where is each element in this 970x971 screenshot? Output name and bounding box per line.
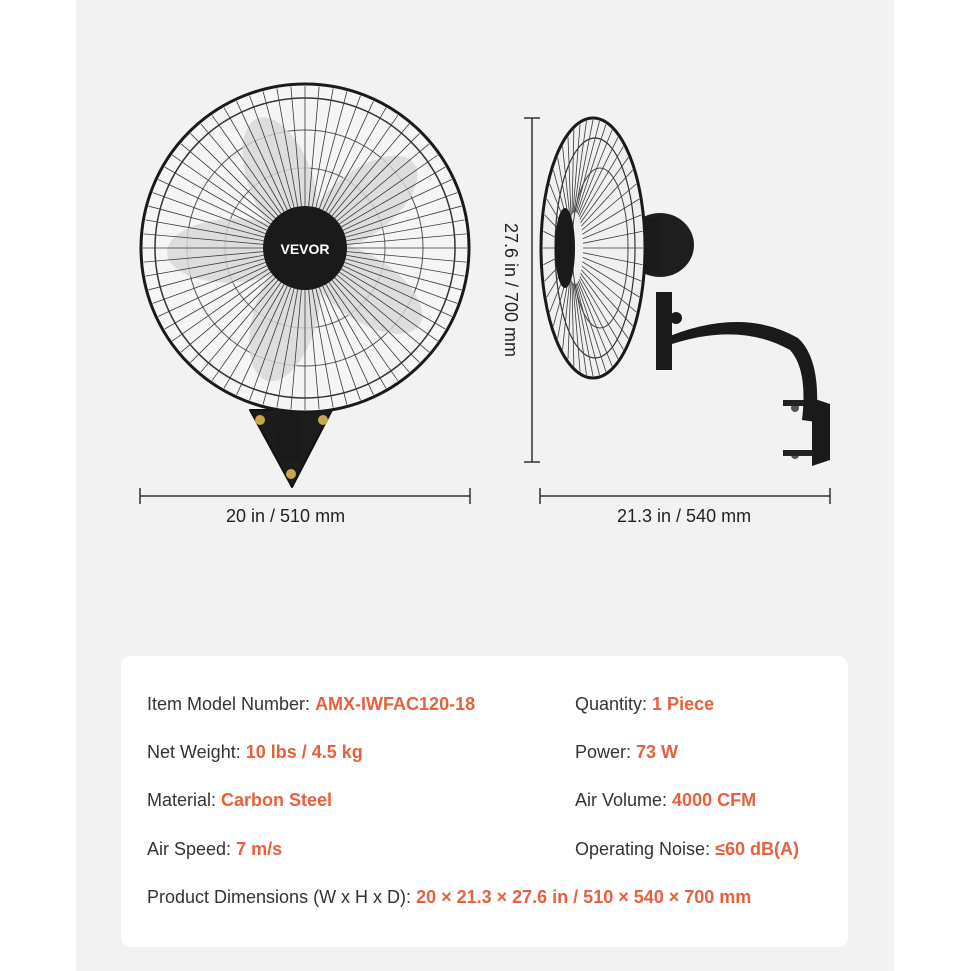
- width-dimension-line: [140, 488, 470, 504]
- depth-dimension-label: 21.3 in / 540 mm: [617, 506, 752, 526]
- depth-dimension-line: [540, 488, 830, 504]
- width-dimension-label: 20 in / 510 mm: [226, 506, 346, 526]
- brand-logo: VEVOR: [280, 241, 330, 257]
- spec-power: Power: 73 W: [575, 742, 679, 762]
- front-view-fan-image: [141, 84, 469, 487]
- spec-net-weight: Net Weight: 10 lbs / 4.5 kg: [147, 742, 363, 762]
- side-view-fan-image: [541, 118, 830, 466]
- spec-operating-noise: Operating Noise: ≤60 dB(A): [575, 839, 799, 859]
- spec-air-speed: Air Speed: 7 m/s: [147, 839, 283, 859]
- height-dimension-label: 27.6 in / 700 mm: [501, 222, 521, 358]
- spec-air-volume: Air Volume: 4000 CFM: [575, 790, 757, 810]
- spec-quantity: Quantity: 1 Piece: [575, 694, 715, 714]
- spec-model: Item Model Number: AMX-IWFAC120-18: [147, 694, 476, 714]
- height-dimension-line: [524, 118, 540, 462]
- spec-material: Material: Carbon Steel: [147, 790, 333, 810]
- spec-product-dimensions: Product Dimensions (W x H x D): 20 × 21.3 × 27.6 in / 510 × 540 × 700 mm: [147, 887, 752, 907]
